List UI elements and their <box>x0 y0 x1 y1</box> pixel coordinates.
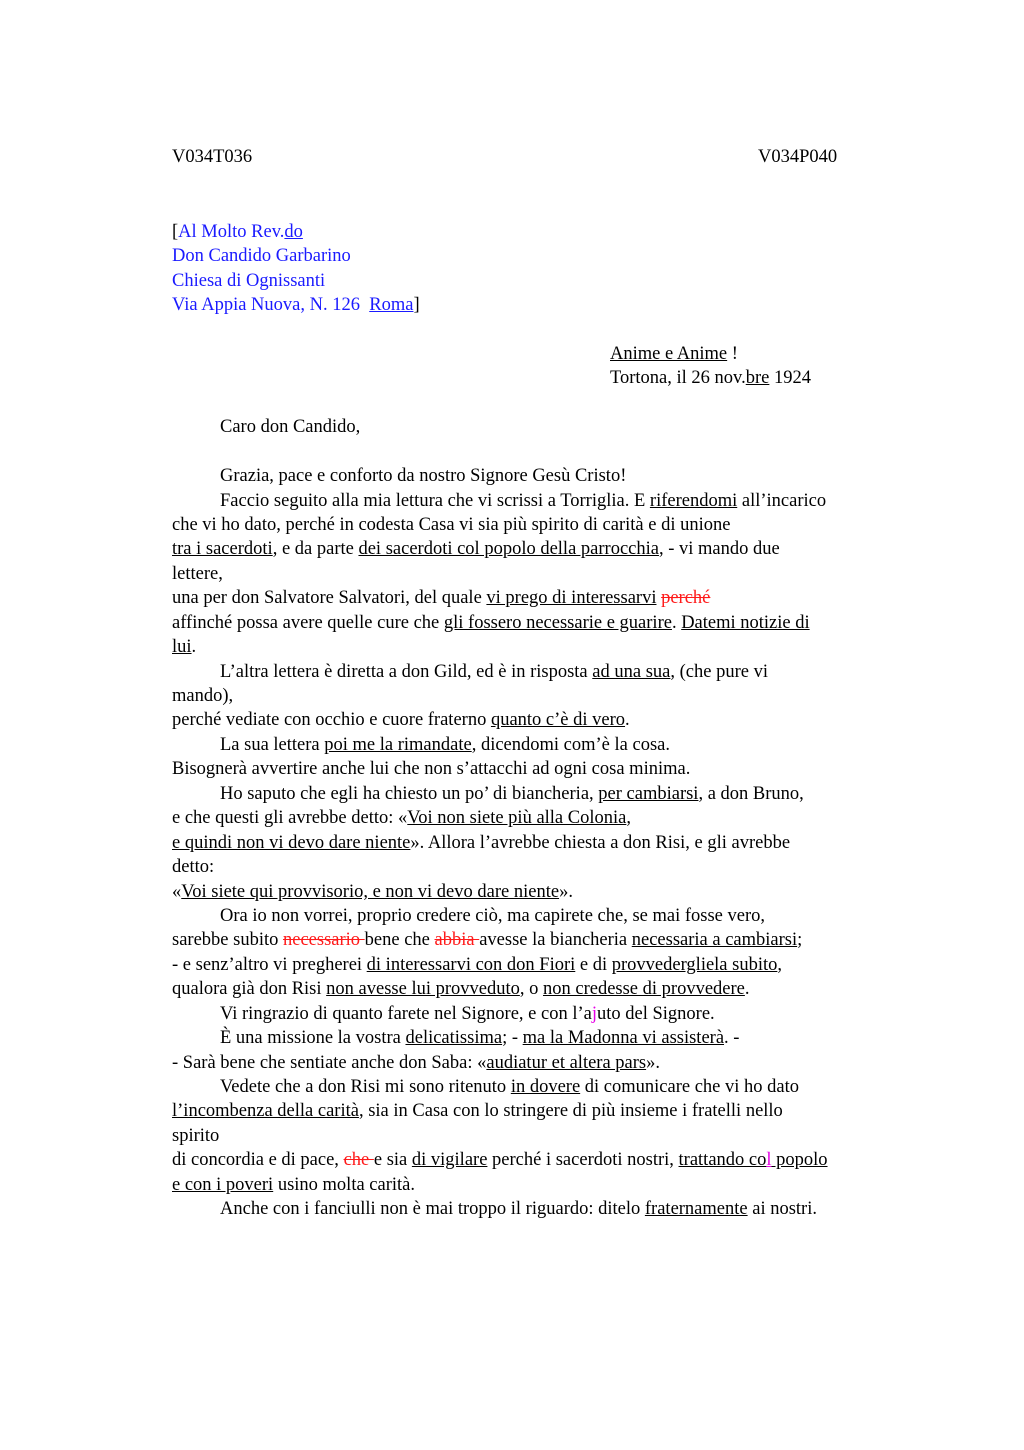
text-fragment: di comunicare che vi ho dato <box>580 1077 800 1097</box>
underlined-text: ad una sua <box>592 662 671 682</box>
text-fragment: È una missione la vostra <box>220 1028 406 1048</box>
underlined-text: e quindi non vi devo dare niente <box>172 833 411 853</box>
underlined-text: l’incombenza della carità <box>172 1101 359 1121</box>
underlined-text: popolo <box>771 1150 828 1170</box>
text-fragment: e di <box>575 955 612 975</box>
text-fragment: , - vi mando due <box>658 539 780 559</box>
text-fragment: , sia in Casa con lo stringere di più insieme i fratelli nello <box>358 1101 783 1121</box>
underlined-text: fraternamente <box>644 1199 748 1219</box>
text-fragment: ] <box>413 295 420 315</box>
text-fragment: , a don Bruno, <box>698 784 804 804</box>
underlined-text: Voi non siete più alla Colonia <box>407 808 627 828</box>
body-line <box>220 1003 715 1025</box>
text-fragment: Via Appia Nuova, N. 126 <box>172 295 370 315</box>
underlined-text: Datemi notizie di <box>681 613 810 633</box>
text-fragment: uto del Signore. <box>596 1004 715 1024</box>
body-line: detto: <box>172 857 215 877</box>
underlined-text: tra i sacerdoti <box>172 539 273 559</box>
text-fragment: Al Molto Rev. <box>178 222 285 242</box>
place-date <box>610 367 811 389</box>
text-fragment: . <box>671 613 682 633</box>
body-line <box>172 929 802 951</box>
text-fragment: « <box>172 882 182 902</box>
underlined-text: poi me la rimandate <box>324 735 472 755</box>
text-fragment: avesse la biancheria <box>479 930 632 950</box>
underlined-text: vi prego di interessarvi <box>486 588 657 608</box>
address-line-4 <box>172 294 420 316</box>
body-line: che vi ho dato, perché in codesta Casa vi sia più spirito di carità e di unione <box>172 515 731 535</box>
text-fragment: , <box>626 808 631 828</box>
body-line <box>220 1076 799 1098</box>
body-line: Grazia, pace e conforto da nostro Signore Gesù Cristo! <box>220 466 627 486</box>
body-line <box>172 978 749 1000</box>
address-line-2: Don Candido Garbarino <box>172 246 351 266</box>
document-code-right: V034P040 <box>758 147 838 167</box>
text-fragment: Tortona, il 26 nov. <box>610 368 746 388</box>
body-line <box>172 709 630 731</box>
body-line <box>172 538 780 560</box>
text-fragment: . <box>191 637 197 657</box>
body-line: lettere, <box>172 564 223 584</box>
text-fragment: , dicendomi com’è la cosa. <box>471 735 670 755</box>
text-fragment: , o <box>519 979 543 999</box>
text-fragment: ». <box>646 1053 660 1073</box>
text-fragment: usino molta carità. <box>273 1175 415 1195</box>
underlined-text: bre <box>745 368 770 388</box>
underlined-text: non credesse di provvedere <box>542 979 745 999</box>
underlined-text: lui <box>172 637 192 657</box>
text-fragment: La sua lettera <box>220 735 325 755</box>
text-fragment: perché i sacerdoti nostri, <box>487 1150 679 1170</box>
text-fragment: qualora già don Risi <box>172 979 327 999</box>
body-line <box>172 612 810 634</box>
text-fragment: ! <box>727 344 738 364</box>
salutation: Caro don Candido, <box>220 417 361 437</box>
text-fragment: e sia <box>373 1150 412 1170</box>
underlined-text: per cambiarsi <box>598 784 699 804</box>
underlined-text: provvedergliela subito <box>611 955 778 975</box>
body-line <box>172 636 196 658</box>
body-line <box>172 1149 828 1171</box>
text-fragment: , (che pure vi <box>670 662 768 682</box>
text-fragment: Vedete che a don Risi mi sono ritenuto <box>220 1077 511 1097</box>
body-line: Ora io non vorrei, proprio credere ciò, ma capirete che, se mai fosse vero, <box>220 906 766 926</box>
text-fragment: L’altra lettera è diretta a don Gild, ed è in risposta <box>220 662 593 682</box>
body-line <box>220 783 804 805</box>
text-fragment: 1924 <box>769 368 811 388</box>
body-line: Bisognerà avvertire anche lui che non s’attacchi ad ogni cosa minima. <box>172 759 691 779</box>
document-code-left: V034T036 <box>172 147 253 167</box>
underlined-text: do <box>284 222 303 242</box>
underlined-text: in dovere <box>510 1077 581 1097</box>
text-fragment: . - <box>724 1028 740 1048</box>
text-fragment: - e senz’altro vi pregherei <box>172 955 367 975</box>
underlined-text: dei sacerdoti col popolo della parrocchia <box>358 539 659 559</box>
text-fragment: affinché possa avere quelle cure che <box>172 613 444 633</box>
body-line <box>220 490 826 512</box>
body-line <box>220 734 670 756</box>
text-fragment: ; - <box>502 1028 523 1048</box>
text-fragment: , <box>777 955 782 975</box>
underlined-text: Anime e Anime <box>610 344 728 364</box>
text-fragment: . <box>744 979 750 999</box>
text-fragment: ». <box>559 882 573 902</box>
text-fragment: , e da parte <box>272 539 359 559</box>
inserted-letter: j <box>591 1004 597 1024</box>
text-fragment: ai nostri. <box>747 1199 817 1219</box>
underlined-text: di vigilare <box>411 1150 488 1170</box>
underlined-text: ma la Madonna vi assisterà <box>522 1028 725 1048</box>
body-line <box>172 807 631 829</box>
body-line <box>172 881 573 903</box>
body-line <box>172 1100 783 1122</box>
text-fragment: . <box>625 710 630 730</box>
body-line <box>220 661 768 683</box>
text-fragment: Ho saputo che egli ha chiesto un po’ di biancheria, <box>220 784 599 804</box>
underlined-text: audiatur et altera pars <box>486 1053 647 1073</box>
body-line <box>172 954 782 976</box>
text-fragment: - Sarà bene che sentiate anche don Saba: « <box>172 1053 487 1073</box>
text-fragment: di concordia e di pace, <box>172 1150 344 1170</box>
text-fragment: sarebbe subito <box>172 930 283 950</box>
deleted-text: che <box>343 1150 374 1170</box>
text-fragment: una per don Salvatore Salvatori, del quale <box>172 588 487 608</box>
underlined-text: e con i poveri <box>172 1175 274 1195</box>
body-line <box>220 1027 739 1049</box>
text-fragment: perché vediate con occhio e cuore fraterno <box>172 710 491 730</box>
deleted-text: perché <box>661 588 711 608</box>
body-line: spirito <box>172 1126 220 1146</box>
inserted-letter: l <box>766 1150 772 1170</box>
address-line-1 <box>172 221 303 243</box>
underlined-text: trattando co <box>678 1150 767 1170</box>
text-fragment: Anche con i fanciulli non è mai troppo il riguardo: ditelo <box>220 1199 645 1219</box>
text-fragment: [ <box>172 222 179 242</box>
text-fragment: Faccio seguito alla mia lettura che vi scrissi a Torriglia. E <box>220 491 650 511</box>
deleted-text: necessario <box>282 930 365 950</box>
underlined-text: Roma <box>369 295 414 315</box>
body-line <box>172 587 710 609</box>
underlined-text: necessaria a cambiarsi <box>631 930 798 950</box>
deleted-text: abbia <box>434 930 480 950</box>
underlined-text: gli fossero necessarie e guarire <box>443 613 672 633</box>
motto <box>610 343 738 365</box>
underlined-text: Voi siete qui provvisorio, e non vi devo dare niente <box>181 882 560 902</box>
address-line-3: Chiesa di Ognissanti <box>172 271 326 291</box>
text-fragment: Vi ringrazio di quanto farete nel Signore, e con l’a <box>220 1004 592 1024</box>
body-line <box>220 1198 817 1220</box>
underlined-text: di interessarvi con don Fiori <box>366 955 576 975</box>
text-fragment: ». Allora l’avrebbe chiesta a don Risi, e gli avrebbe <box>410 833 791 853</box>
text-fragment: ; <box>797 930 803 950</box>
text-fragment: e che questi gli avrebbe detto: « <box>172 808 408 828</box>
body-line <box>172 832 790 854</box>
body-line: mando), <box>172 686 234 706</box>
body-line <box>172 1174 415 1196</box>
underlined-text: riferendomi <box>649 491 738 511</box>
underlined-text: quanto c’è di vero <box>490 710 626 730</box>
text-fragment: all’incarico <box>737 491 827 511</box>
body-line <box>172 1052 660 1074</box>
underlined-text: non avesse lui provveduto <box>326 979 520 999</box>
text-fragment: bene che <box>364 930 435 950</box>
underlined-text: delicatissima <box>405 1028 503 1048</box>
